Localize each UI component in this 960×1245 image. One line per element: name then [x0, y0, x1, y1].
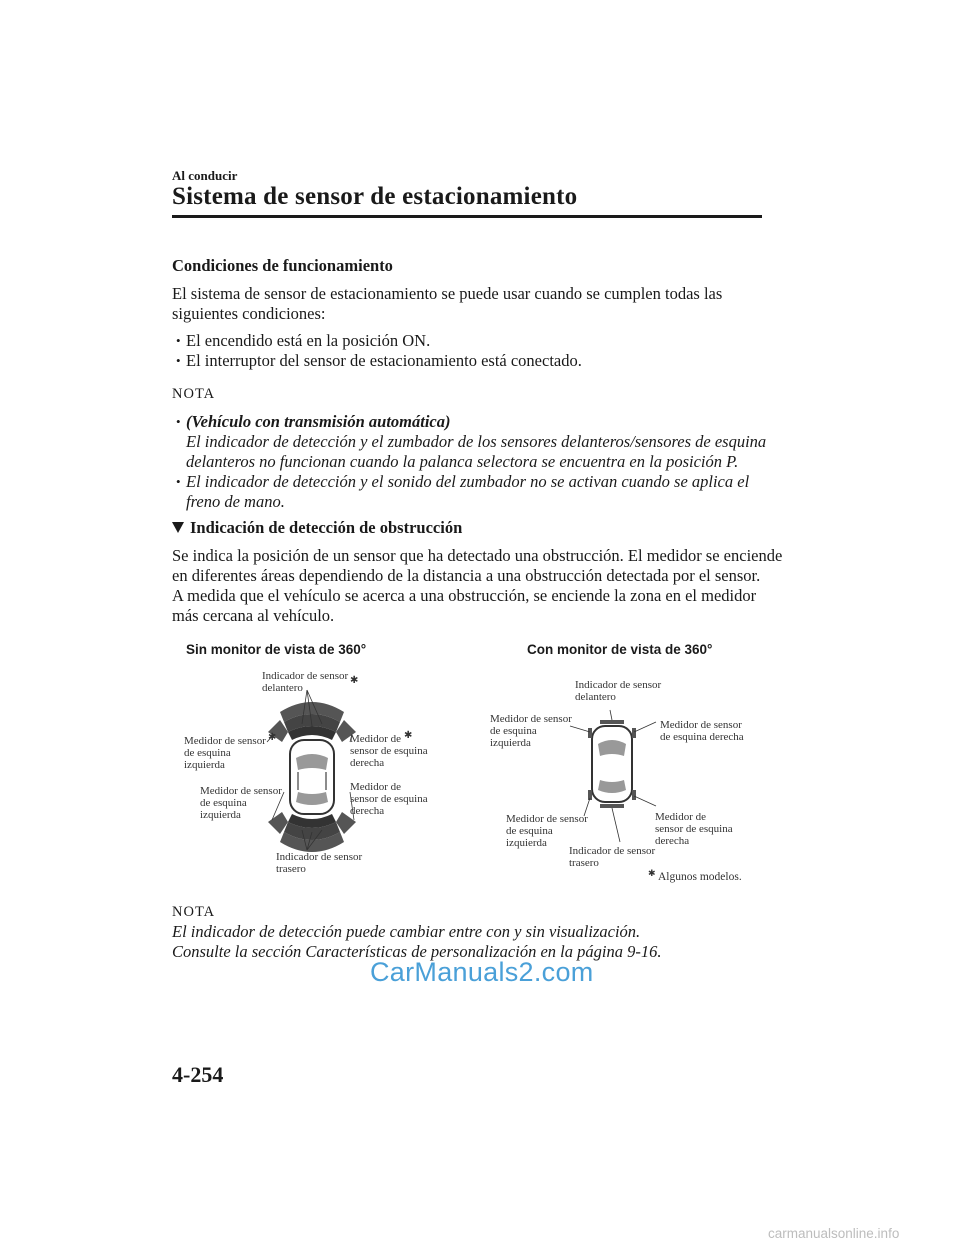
label-left-corner-rear: Medidor de sensor: [200, 785, 282, 797]
svg-text:sensor de esquina: sensor de esquina: [655, 823, 733, 835]
conditions-heading: Condiciones de funcionamiento: [172, 256, 393, 275]
figure-caption-right: Con monitor de vista de 360°: [527, 642, 713, 657]
conditions-intro-line1: El sistema de sensor de estacionamiento se puede usar cuando se cumplen todas las: [172, 284, 723, 303]
label-right-corner-front-360: Medidor de sensor: [660, 719, 742, 731]
obstruction-line-4: más cercana al vehículo.: [172, 606, 335, 625]
site-watermark: carmanualsonline.info: [768, 1226, 900, 1241]
label-right-corner-rear: Medidor de: [350, 781, 402, 793]
label-right-corner-front: Medidor de: [350, 733, 402, 745]
obstruction-line-2: en diferentes áreas dependiendo de la distancia a una obstrucción detectada por el sensor.: [172, 566, 761, 585]
svg-text:de esquina derecha: de esquina derecha: [660, 731, 744, 743]
label-front-indicator-360: Indicador de sensor: [575, 679, 662, 691]
condition-bullet-2: [176, 351, 582, 371]
svg-text:izquierda: izquierda: [506, 837, 547, 849]
watermark-logo: CarManuals2.com: [370, 957, 594, 987]
nota-bullet-title-text: (Vehículo con transmisión automática): [186, 412, 451, 431]
label-front-indicator-2: delantero: [262, 682, 303, 694]
svg-text:derecha: derecha: [655, 835, 690, 847]
section-label: Al conducir: [172, 168, 238, 183]
svg-text:izquierda: izquierda: [200, 809, 241, 821]
front-sensor-zones: [268, 702, 356, 742]
nota-bullet-2: [176, 472, 750, 492]
star-mark: ✱: [648, 868, 656, 878]
obstruction-heading-text: Indicación de detección de obstrucción: [190, 518, 463, 537]
nota-label-2: NOTA: [172, 904, 216, 920]
page-number: 4-254: [172, 1062, 224, 1087]
svg-text:de esquina: de esquina: [506, 825, 553, 837]
nota-bullet-2-text: El indicador de detección y el sonido del zumbador no se activan cuando se aplica el: [186, 472, 750, 491]
figure-caption-left: Sin monitor de vista de 360°: [186, 642, 367, 657]
nota-bullet-1-title: [176, 412, 451, 432]
label-front-indicator: Indicador de sensor: [262, 670, 349, 682]
label-left-corner-rear-360: Medidor de sensor: [506, 813, 588, 825]
triangle-marker-icon: [172, 522, 184, 533]
car-top-view-360: [588, 720, 636, 808]
label-left-corner-front-360: Medidor de sensor: [490, 713, 572, 725]
star-mark: ✱: [350, 675, 359, 686]
diagram-with-360: [486, 670, 766, 892]
star-mark: ✱: [404, 730, 413, 741]
svg-text:de esquina: de esquina: [490, 725, 537, 737]
nota-2-line2: Consulte la sección Características de personalización en la página 9-16.: [172, 942, 662, 961]
bullet-dot: •: [176, 333, 181, 348]
title-divider: [172, 215, 762, 218]
svg-text:derecha: derecha: [350, 805, 385, 817]
car-top-view: [290, 740, 334, 814]
nota-bullet-1-line1: El indicador de detección y el zumbador de los sensores delanteros/sensores de esquina: [186, 432, 767, 451]
svg-text:delantero: delantero: [575, 691, 616, 703]
svg-text:izquierda: izquierda: [184, 759, 225, 771]
bullet-dot: •: [176, 474, 181, 489]
condition-bullet-text: El interruptor del sensor de estacionamiento está conectado.: [186, 351, 582, 370]
condition-bullet-text: El encendido está en la posición ON.: [186, 331, 431, 350]
svg-text:trasero: trasero: [569, 857, 599, 869]
label-right-corner-rear-360: Medidor de: [655, 811, 707, 823]
nota-bullet-1-line2: delanteros no funcionan cuando la palanca selectora se encuentra en la posición P.: [186, 452, 739, 471]
label-rear-indicator-360: Indicador de sensor: [569, 845, 656, 857]
bullet-dot: •: [176, 414, 181, 429]
nota-label: NOTA: [172, 386, 216, 402]
svg-text:de esquina: de esquina: [200, 797, 247, 809]
conditions-intro-line2: siguientes condiciones:: [172, 304, 326, 323]
star-mark: ✱: [268, 732, 277, 743]
svg-text:sensor de esquina: sensor de esquina: [350, 745, 428, 757]
bullet-dot: •: [176, 353, 181, 368]
footnote-some-models: Algunos modelos.: [658, 871, 742, 883]
page-title: Sistema de sensor de estacionamiento: [172, 183, 578, 210]
svg-text:de esquina: de esquina: [184, 747, 231, 759]
label-rear-indicator: Indicador de sensor: [276, 851, 363, 863]
svg-text:trasero: trasero: [276, 863, 306, 875]
nota-2-line1: El indicador de detección puede cambiar entre con y sin visualización.: [172, 922, 641, 941]
obstruction-line-3: A medida que el vehículo se acerca a una obstrucción, se enciende la zona en el medidor: [172, 586, 757, 605]
condition-bullet-1: [176, 331, 431, 351]
svg-text:izquierda: izquierda: [490, 737, 531, 749]
obstruction-line-1: Se indica la posición de un sensor que ha detectado una obstrucción. El medidor se enciende: [172, 546, 783, 565]
obstruction-heading: [172, 518, 462, 538]
svg-text:sensor de esquina: sensor de esquina: [350, 793, 428, 805]
diagram-without-360: [172, 662, 462, 892]
svg-text:derecha: derecha: [350, 757, 385, 769]
nota-bullet-2-line2: freno de mano.: [186, 492, 285, 511]
label-left-corner-front: Medidor de sensor: [184, 735, 266, 747]
